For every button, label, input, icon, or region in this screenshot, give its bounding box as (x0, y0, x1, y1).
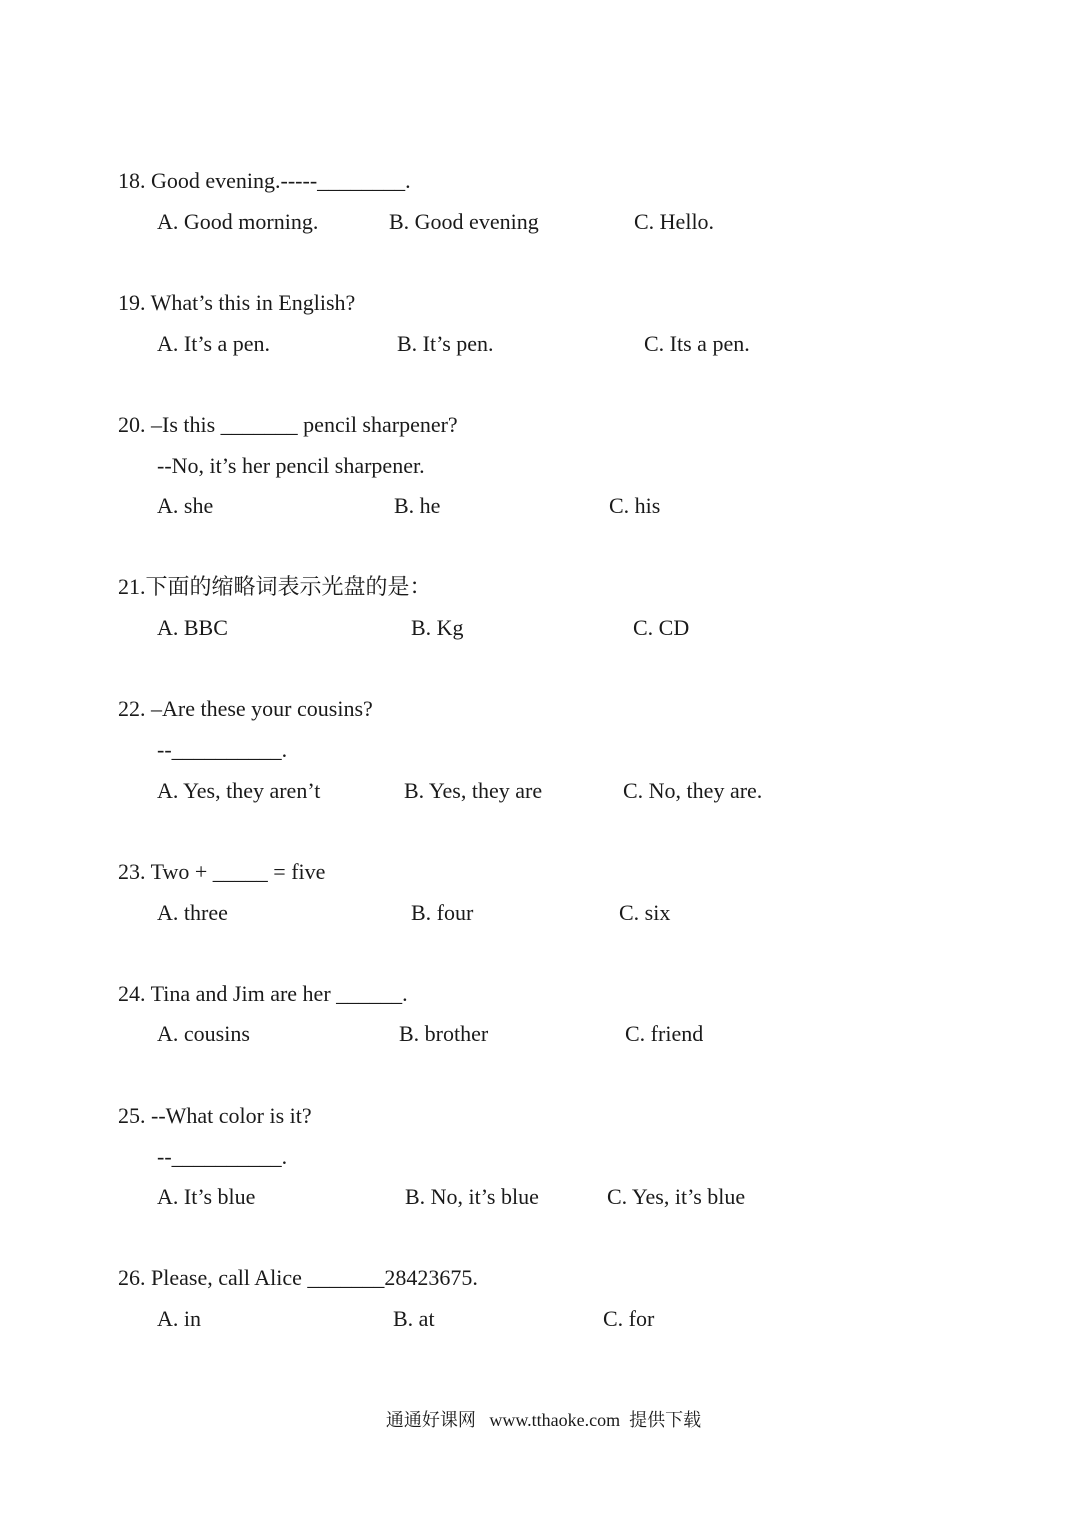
question-25-stem: 25. --What color is it? (118, 1103, 312, 1128)
question-18-option-c: C. Hello. (634, 209, 715, 234)
question-25-option-b: B. No, it’s blue (405, 1184, 539, 1209)
question-19-option-b: B. It’s pen. (397, 331, 494, 356)
question-22-option-a: A. Yes, they aren’t (157, 778, 321, 803)
question-26-option-c: C. for (603, 1306, 655, 1331)
question-26-stem: 26. Please, call Alice _______28423675. (118, 1265, 478, 1290)
question-19-option-c: C. Its a pen. (644, 331, 750, 356)
question-25-option-a: A. It’s blue (157, 1184, 256, 1209)
question-26-option-b: B. at (393, 1306, 435, 1331)
question-21-option-c: C. CD (633, 615, 690, 640)
question-25-reply: --__________. (157, 1144, 288, 1169)
question-21-stem: 21.下面的缩略词表示光盘的是： (118, 574, 432, 599)
question-21-option-a: A. BBC (157, 615, 228, 640)
question-24-option-c: C. friend (625, 1021, 704, 1046)
question-22-option-c: C. No, they are. (623, 778, 763, 803)
question-18-stem: 18. Good evening.-----________. (118, 168, 411, 193)
question-19-option-a: A. It’s a pen. (157, 331, 271, 356)
question-22-option-b: B. Yes, they are (404, 778, 543, 803)
question-18-option-b: B. Good evening (389, 209, 539, 234)
question-20-option-c: C. his (609, 493, 661, 518)
question-23-option-b: B. four (411, 900, 474, 925)
question-18-option-a: A. Good morning. (157, 209, 319, 234)
question-24-option-b: B. brother (399, 1021, 489, 1046)
question-20-stem: 20. –Is this _______ pencil sharpener? (118, 412, 458, 437)
question-20-reply: --No, it’s her pencil sharpener. (157, 453, 425, 478)
question-20-option-a: A. she (157, 493, 214, 518)
question-22-stem: 22. –Are these your cousins? (118, 696, 373, 721)
question-20-option-b: B. he (394, 493, 441, 518)
question-23-option-c: C. six (619, 900, 671, 925)
question-24-option-a: A. cousins (157, 1021, 250, 1046)
question-21-option-b: B. Kg (411, 615, 464, 640)
question-25-option-c: C. Yes, it’s blue (607, 1184, 746, 1209)
question-24-stem: 24. Tina and Jim are her ______. (118, 981, 408, 1006)
question-19-stem: 19. What’s this in English? (118, 290, 356, 315)
page-footer: 通通好课网 www.tthaoke.com 提供下载 (385, 1410, 702, 1430)
question-23-option-a: A. three (157, 900, 228, 925)
question-22-reply: --__________. (157, 737, 288, 762)
question-26-option-a: A. in (157, 1306, 201, 1331)
question-23-stem: 23. Two + _____ = five (118, 859, 326, 884)
